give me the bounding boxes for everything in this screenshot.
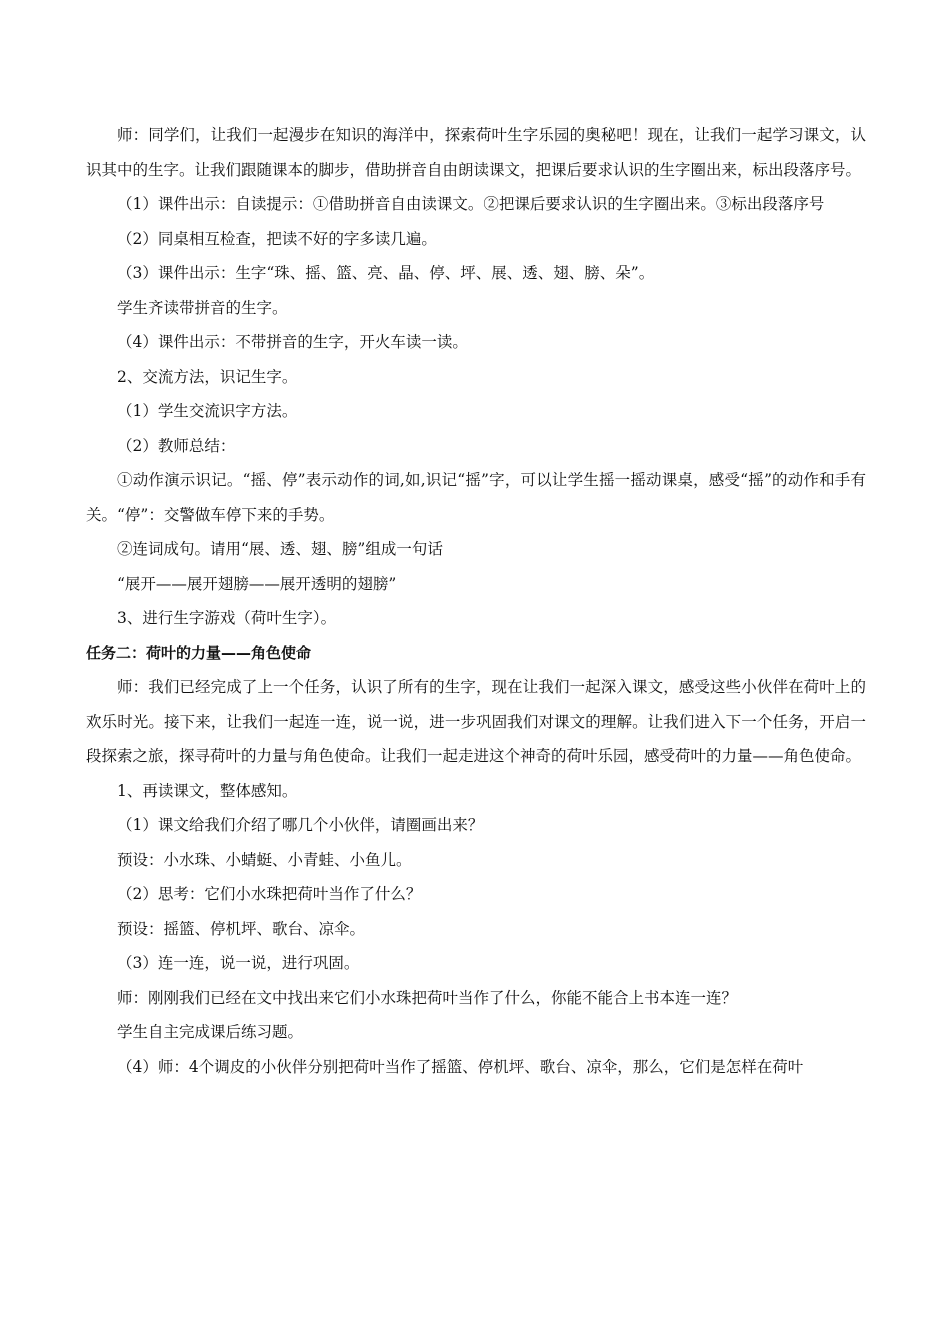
- exchange-methods-paragraph: （1）学生交流识字方法。: [117, 402, 298, 420]
- question-1-paragraph: （1）课文给我们介绍了哪几个小伙伴，请圈画出来？: [117, 816, 484, 834]
- teacher-summary-paragraph: （2）教师总结：: [117, 436, 236, 455]
- teacher-prompt-paragraph: 师：刚刚我们已经在文中找出来它们小水珠把荷叶当作了什么，你能不能合上书本连一连？: [117, 988, 738, 1007]
- reread-heading: 1、再读课文，整体感知。: [117, 781, 298, 800]
- intro-paragraph: 师：同学们，让我们一起漫步在知识的海洋中，探索荷叶生字乐园的奥秘吧！现在，让我们一起学习课文，认识其中的生字。让我们跟随课本的脚步，借助拼音自由朗读课文，把课后要求认识的生字圈出来，标出段落序号。: [86, 126, 866, 179]
- student-exercise-paragraph: 学生自主完成课后练习题。: [117, 1023, 304, 1041]
- task-2-intro-paragraph: 师：我们已经完成了上一个任务，认识了所有的生字，现在让我们一起深入课文，感受这些小伙伴在荷叶上的欢乐时光。接下来，让我们一起连一连，说一说，进一步巩固我们对课文的理解。让我们进入下一个任务，开启一段探索之旅，探寻荷叶的力量与角色使命。让我们一起走进这个神奇的荷叶乐园，感受荷叶的力量——角色使命。: [86, 678, 866, 765]
- answer-2-paragraph: 预设：摇篮、停机坪、歌台、凉伞。: [117, 919, 366, 938]
- students-read-paragraph: 学生齐读带拼音的生字。: [117, 298, 288, 317]
- word-sentence-paragraph: ②连词成句。请用“展、透、翅、膀”组成一句话: [117, 540, 443, 558]
- step-2-paragraph: （2）同桌相互检查，把读不好的字多读几遍。: [117, 229, 437, 248]
- step-3-paragraph: （3）课件出示：生字“珠、摇、篮、亮、晶、停、坪、展、透、翅、膀、朵”。: [117, 264, 655, 282]
- task-2-heading: 任务二：荷叶的力量——角色使命: [86, 643, 312, 662]
- question-4-paragraph: （4）师：4个调皮的小伙伴分别把荷叶当作了摇篮、停机坪、歌台、凉伞，那么，它们是怎样在荷叶: [117, 1057, 804, 1076]
- question-3-paragraph: （3）连一连，说一说，进行巩固。: [117, 954, 360, 972]
- example-sentence-paragraph: “展开——展开翅膀——展开透明的翅膀”: [117, 574, 397, 593]
- step-4-paragraph: （4）课件出示：不带拼音的生字，开火车读一读。: [117, 333, 468, 351]
- section-2-heading: 2、交流方法，识记生字。: [117, 367, 298, 386]
- question-2-paragraph: （2）思考：它们小水珠把荷叶当作了什么？: [117, 885, 422, 903]
- answer-1-paragraph: 预设：小水珠、小蜻蜓、小青蛙、小鱼儿。: [117, 850, 412, 869]
- document-body: [86, 118, 866, 1084]
- section-3-heading: 3、进行生字游戏（荷叶生字）。: [117, 609, 337, 627]
- step-1-paragraph: （1）课件出示：自读提示：①借助拼音自由读课文。②把课后要求认识的生字圈出来。③标出段落序号: [117, 195, 825, 213]
- action-demo-paragraph: ①动作演示识记。“摇、停”表示动作的词,如,识记“摇”字，可以让学生摇一摇动课桌，感受“摇”的动作和手有关。“停”：交警做车停下来的手势。: [86, 471, 866, 524]
